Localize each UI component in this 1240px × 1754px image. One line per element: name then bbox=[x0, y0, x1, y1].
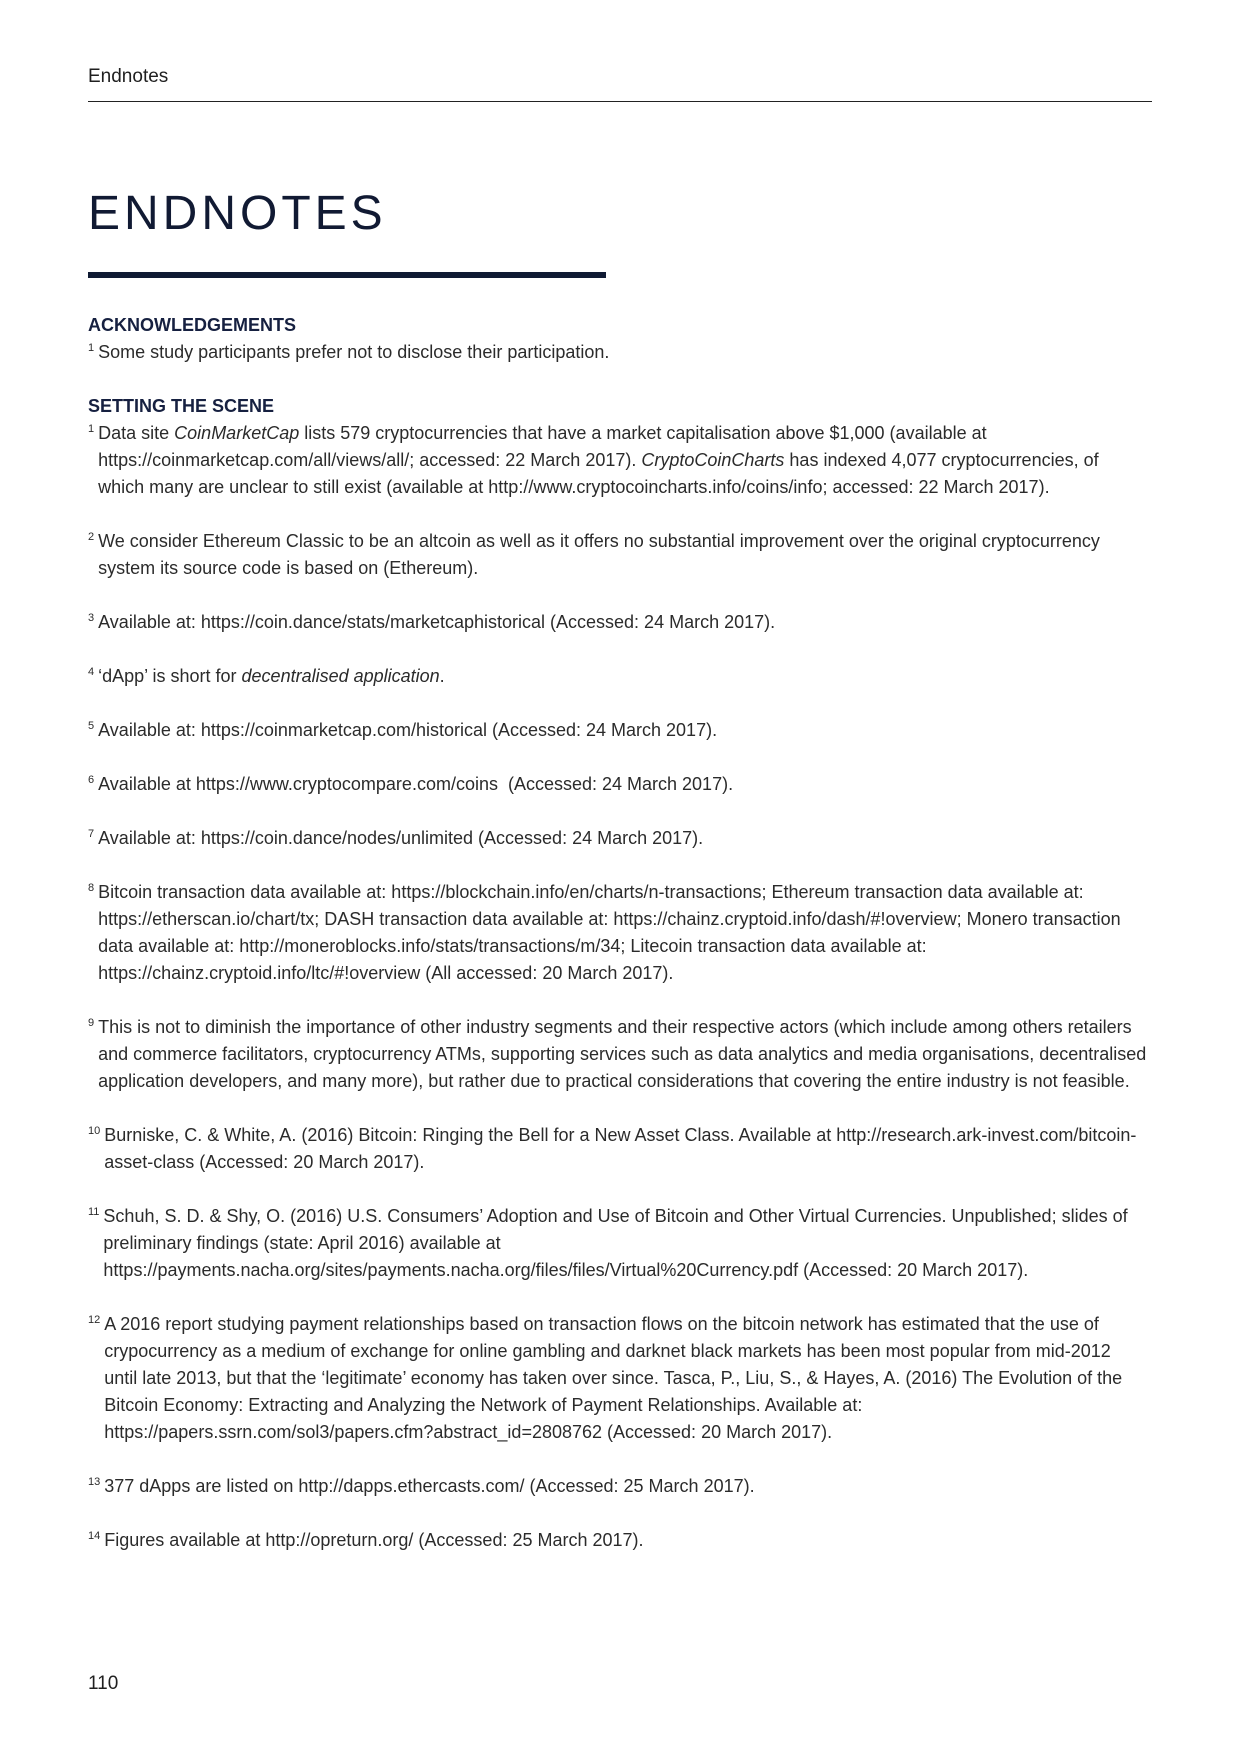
endnote-text: Bitcoin transaction data available at: https://blockchain.info/en/charts/n-transactions; Ethereum transaction data available at: https://etherscan.io/chart/tx; DASH transaction data available at: https://chainz.cryptoid.info/dash/#!overview; Monero transaction data available at: http://moneroblocks.info/stats/transactions/m/34; Litecoin transaction data available at: https://chainz.cryptoid.info/ltc/#!overview (All accessed: 20 March 2017). bbox=[98, 882, 1121, 983]
endnote-text: Available at https://www.cryptocompare.com/coins (Accessed: 24 March 2017). bbox=[98, 774, 734, 794]
endnotes-content bbox=[88, 312, 1148, 1554]
endnote-item bbox=[88, 1311, 1148, 1446]
endnote-item bbox=[88, 717, 1148, 744]
endnote-item bbox=[88, 528, 1148, 582]
endnote-text: We consider Ethereum Classic to be an altcoin as well as it offers no substantial improvement over the original cryptocurrency system its source code is based on (Ethereum). bbox=[98, 531, 1100, 578]
endnote-number: 9 bbox=[88, 1017, 95, 1029]
endnote-number: 10 bbox=[88, 1125, 101, 1137]
endnote-item bbox=[88, 609, 1148, 636]
endnote-number: 12 bbox=[88, 1314, 101, 1326]
endnote-text: Available at: https://coinmarketcap.com/historical (Accessed: 24 March 2017). bbox=[98, 720, 718, 740]
endnote-number: 1 bbox=[88, 342, 95, 354]
endnote-text: Figures available at http://opreturn.org/ (Accessed: 25 March 2017). bbox=[104, 1530, 644, 1550]
endnote-number: 1 bbox=[88, 423, 95, 435]
endnote-text-part: has indexed 4,077 cryptocurrencies, of which many are unclear to still exist (available at http://www.cryptocoincharts.info/coins/info; accessed: 22 March 2017). bbox=[98, 450, 1099, 497]
running-header: Endnotes bbox=[88, 66, 169, 87]
endnote-text: Burniske, C. & White, A. (2016) Bitcoin: Ringing the Bell for a New Asset Class. Available at http://research.ark-invest.com/bitcoin-asset-class (Accessed: 20 March 2017). bbox=[104, 1125, 1137, 1172]
endnote-item bbox=[88, 663, 1148, 690]
endnote-number: 7 bbox=[88, 828, 95, 840]
section-heading-setting-the-scene: SETTING THE SCENE bbox=[88, 396, 275, 416]
endnote-item bbox=[88, 825, 1148, 852]
endnote-number: 3 bbox=[88, 612, 95, 624]
endnote-text bbox=[98, 663, 1148, 690]
endnote-item bbox=[88, 1203, 1148, 1284]
endnote-item bbox=[88, 879, 1148, 987]
endnote-item bbox=[88, 1527, 1148, 1554]
endnote-item bbox=[88, 1014, 1148, 1095]
endnote-italic-term: decentralised application bbox=[241, 666, 440, 686]
endnote-text-part: Data site bbox=[98, 423, 175, 443]
page-number: 110 bbox=[88, 1673, 119, 1694]
endnote-number: 8 bbox=[88, 882, 95, 894]
endnote-item bbox=[88, 420, 1148, 501]
endnote-text-part: . bbox=[439, 666, 445, 686]
title-underline bbox=[88, 272, 606, 278]
endnote-number: 2 bbox=[88, 531, 95, 543]
page-title: ENDNOTES bbox=[88, 187, 387, 240]
endnote-text: 377 dApps are listed on http://dapps.ethercasts.com/ (Accessed: 25 March 2017). bbox=[104, 1476, 755, 1496]
endnote-text-part: ‘dApp’ is short for bbox=[98, 666, 242, 686]
header-divider bbox=[88, 101, 1152, 102]
endnote-number: 11 bbox=[88, 1206, 100, 1218]
endnote-item bbox=[88, 771, 1148, 798]
endnote-text: Available at: https://coin.dance/stats/marketcaphistorical (Accessed: 24 March 2017). bbox=[98, 612, 776, 632]
endnote-italic-source: CoinMarketCap bbox=[174, 423, 300, 443]
endnote-number: 6 bbox=[88, 774, 95, 786]
endnote-text: Available at: https://coin.dance/nodes/unlimited (Accessed: 24 March 2017). bbox=[98, 828, 704, 848]
endnote-item bbox=[88, 339, 1148, 366]
endnote-number: 5 bbox=[88, 720, 95, 732]
endnote-number: 13 bbox=[88, 1476, 101, 1488]
endnote-italic-source: CryptoCoinCharts bbox=[641, 450, 785, 470]
endnote-text: This is not to diminish the importance of other industry segments and their respective actors (which include among others retailers and commerce facilitators, cryptocurrency ATMs, supporting services such as data analytics and media organisations, decentralised application developers, and many more), but rather due to practical considerations that covering the entire industry is not feasible. bbox=[98, 1017, 1147, 1091]
endnote-number: 4 bbox=[88, 666, 95, 678]
endnote-text: Some study participants prefer not to disclose their participation. bbox=[98, 342, 610, 362]
endnote-number: 14 bbox=[88, 1530, 101, 1542]
endnote-text: A 2016 report studying payment relationships based on transaction flows on the bitcoin network has estimated that the use of crypocurrency as a medium of exchange for online gambling and darknet black markets has been most popular from mid-2012 until late 2013, but that the ‘legitimate’ economy has taken over since. Tasca, P., Liu, S., & Hayes, A. (2016) The Evolution of the Bitcoin Economy: Extracting and Analyzing the Network of Payment Relationships. Available at: https://papers.ssrn.com/sol3/papers.cfm?abstract_id=2808762 (Accessed: 20 March 2017). bbox=[104, 1314, 1123, 1442]
endnote-text-part: lists 579 cryptocurrencies that have a market capitalisation above $1,000 (available at https://coinmarketcap.com/all/views/all/; accessed: 22 March 2017). bbox=[98, 423, 987, 470]
endnote-item bbox=[88, 1473, 1148, 1500]
section-heading-acknowledgements: ACKNOWLEDGEMENTS bbox=[88, 315, 296, 335]
endnote-text: Schuh, S. D. & Shy, O. (2016) U.S. Consumers’ Adoption and Use of Bitcoin and Other Virtual Currencies. Unpublished; slides of preliminary findings (state: April 2016) available at https://payments.nacha.org/sites/payments.nacha.org/files/files/Virtual%20Currency.pdf (Accessed: 20 March 2017). bbox=[103, 1206, 1128, 1280]
endnote-item bbox=[88, 1122, 1148, 1176]
endnote-text bbox=[98, 420, 1148, 501]
